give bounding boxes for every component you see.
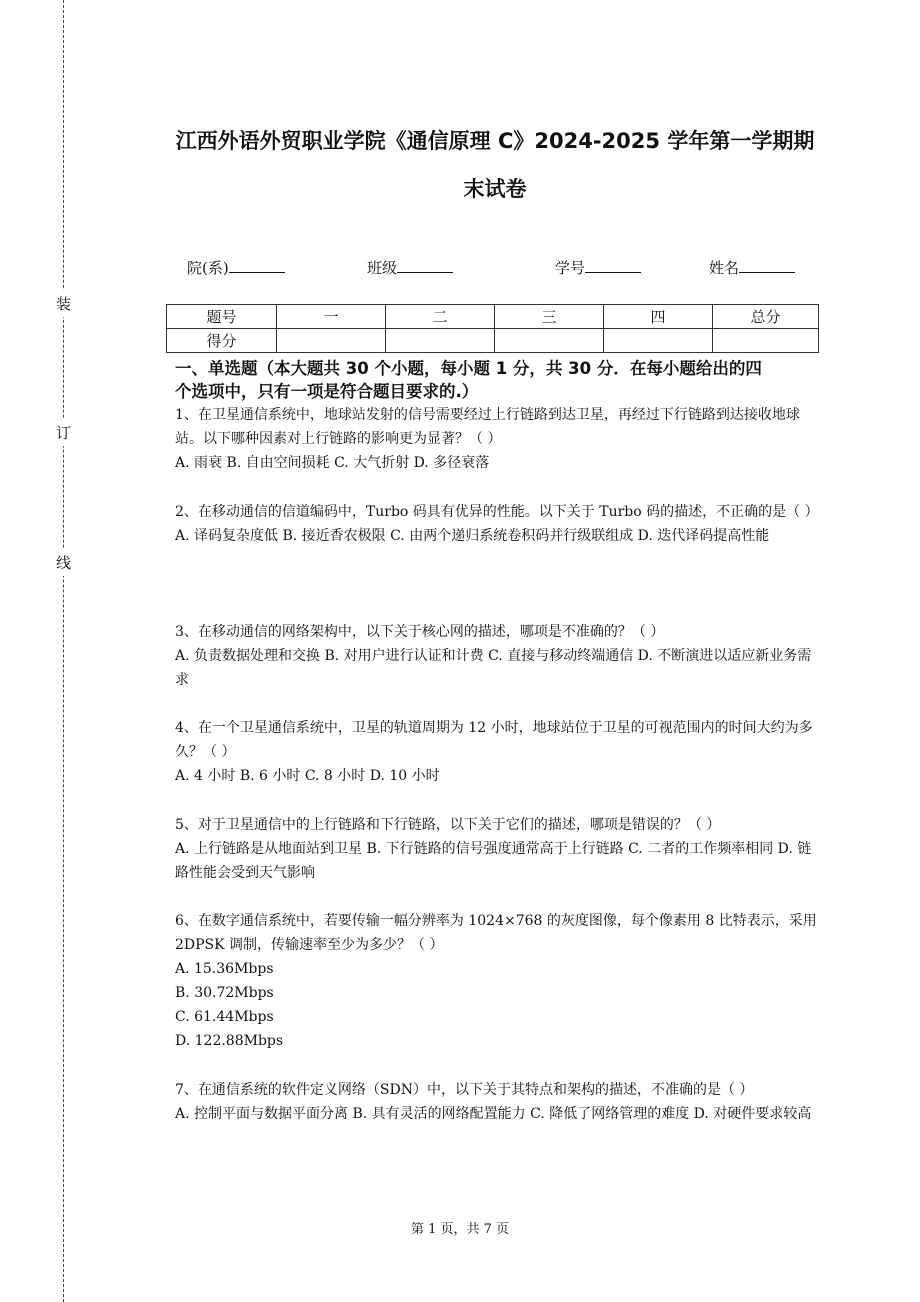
page-footer: 第 1 页，共 7 页	[410, 1222, 510, 1237]
student-id-field[interactable]	[555, 257, 641, 278]
question-4	[175, 716, 820, 788]
score-cell[interactable]	[495, 329, 604, 353]
name-blank[interactable]	[739, 258, 795, 273]
binding-char-zhuang: 装	[56, 290, 71, 317]
question-1	[175, 403, 820, 475]
question-stem: 1、在卫星通信系统中，地球站发射的信号需要经过上行链路到达卫星，再经过下行链路到达接收地球站。以下哪种因素对上行链路的影响更为显著？（ ）	[175, 407, 800, 447]
class-blank[interactable]	[397, 258, 453, 273]
question-stem: 7、在通信系统的软件定义网络（SDN）中，以下关于其特点和架构的描述，不准确的是（ ）	[175, 1082, 754, 1098]
question-options: A. 负责数据处理和交换 B. 对用户进行认证和计费 C. 直接与移动终端通信 D. 不断演进以适应新业务需求	[175, 648, 812, 688]
score-header-cell: 题号	[167, 305, 277, 329]
question-option-b: B. 30.72Mbps	[175, 985, 274, 1001]
department-field[interactable]	[187, 257, 285, 278]
question-options: A. 译码复杂度低 B. 接近香农极限 C. 由两个递归系统卷积码并行级联组成 D. 迭代译码提高性能	[175, 528, 770, 544]
section-heading-line1: 一、单选题（本大题共 30 个小题，每小题 1 分，共 30 分．在每小题给出的四	[175, 359, 762, 378]
student-id-label: 学号	[555, 259, 586, 277]
class-label: 班级	[367, 259, 398, 277]
department-label: 院(系)	[187, 259, 229, 277]
score-cell[interactable]	[277, 329, 386, 353]
score-cell[interactable]	[386, 329, 495, 353]
question-3	[175, 620, 820, 692]
score-table-score-row	[167, 329, 819, 353]
score-header-cell: 总分	[713, 305, 819, 329]
question-option-a: A. 15.36Mbps	[175, 961, 274, 977]
name-field[interactable]	[709, 257, 795, 278]
score-header-cell: 一	[277, 305, 386, 329]
section-heading	[175, 357, 825, 403]
binding-char-xian: 线	[56, 549, 71, 576]
score-cell[interactable]	[604, 329, 713, 353]
binding-dashed-line	[63, 0, 64, 1302]
question-7	[175, 1078, 820, 1126]
question-options: A. 控制平面与数据平面分离 B. 具有灵活的网络配置能力 C. 降低了网络管理的难度 D. 对硬件要求较高	[175, 1106, 812, 1122]
class-field[interactable]	[367, 257, 453, 278]
score-cell[interactable]	[713, 329, 819, 353]
question-option-d: D. 122.88Mbps	[175, 1033, 284, 1049]
student-id-blank[interactable]	[585, 258, 641, 273]
department-blank[interactable]	[229, 258, 285, 273]
score-header-cell: 三	[495, 305, 604, 329]
question-5	[175, 813, 820, 885]
question-stem: 5、对于卫星通信中的上行链路和下行链路，以下关于它们的描述，哪项是错误的？（ ）	[175, 817, 721, 833]
score-table-header-row	[167, 305, 819, 329]
score-header-cell: 四	[604, 305, 713, 329]
binding-char-ding: 订	[56, 419, 71, 446]
question-stem: 2、在移动通信的信道编码中，Turbo 码具有优异的性能。以下关于 Turbo 码的描述，不正确的是（ ）	[175, 504, 819, 520]
question-stem: 3、在移动通信的网络架构中，以下关于核心网的描述，哪项是不准确的？（ ）	[175, 624, 665, 640]
question-options: A. 上行链路是从地面站到卫星 B. 下行链路的信号强度通常高于上行链路 C. 二者的工作频率相同 D. 链路性能会受到天气影响	[175, 841, 812, 881]
section-heading-line2: 个选项中，只有一项是符合题目要求的.）	[175, 382, 479, 401]
exam-title-line1: 江西外语外贸职业学院《通信原理 C》2024-2025 学年第一学期期	[175, 129, 815, 153]
question-stem: 4、在一个卫星通信系统中，卫星的轨道周期为 12 小时，地球站位于卫星的可视范围内的时间大约为多久？（ ）	[175, 720, 813, 760]
name-label: 姓名	[709, 259, 740, 277]
score-row-label: 得分	[167, 329, 277, 353]
score-table	[166, 304, 819, 353]
question-option-c: C. 61.44Mbps	[175, 1009, 274, 1025]
question-6	[175, 909, 820, 1053]
question-stem: 6、在数字通信系统中，若要传输一幅分辨率为 1024×768 的灰度图像，每个像素用 8 比特表示，采用 2DPSK 调制，传输速率至少为多少？（ ）	[175, 913, 817, 953]
exam-title-line2: 末试卷	[463, 177, 527, 201]
question-options: A. 4 小时 B. 6 小时 C. 8 小时 D. 10 小时	[175, 768, 440, 784]
score-header-cell: 二	[386, 305, 495, 329]
question-options: A. 雨衰 B. 自由空间损耗 C. 大气折射 D. 多径衰落	[175, 455, 490, 471]
question-2	[175, 500, 820, 548]
